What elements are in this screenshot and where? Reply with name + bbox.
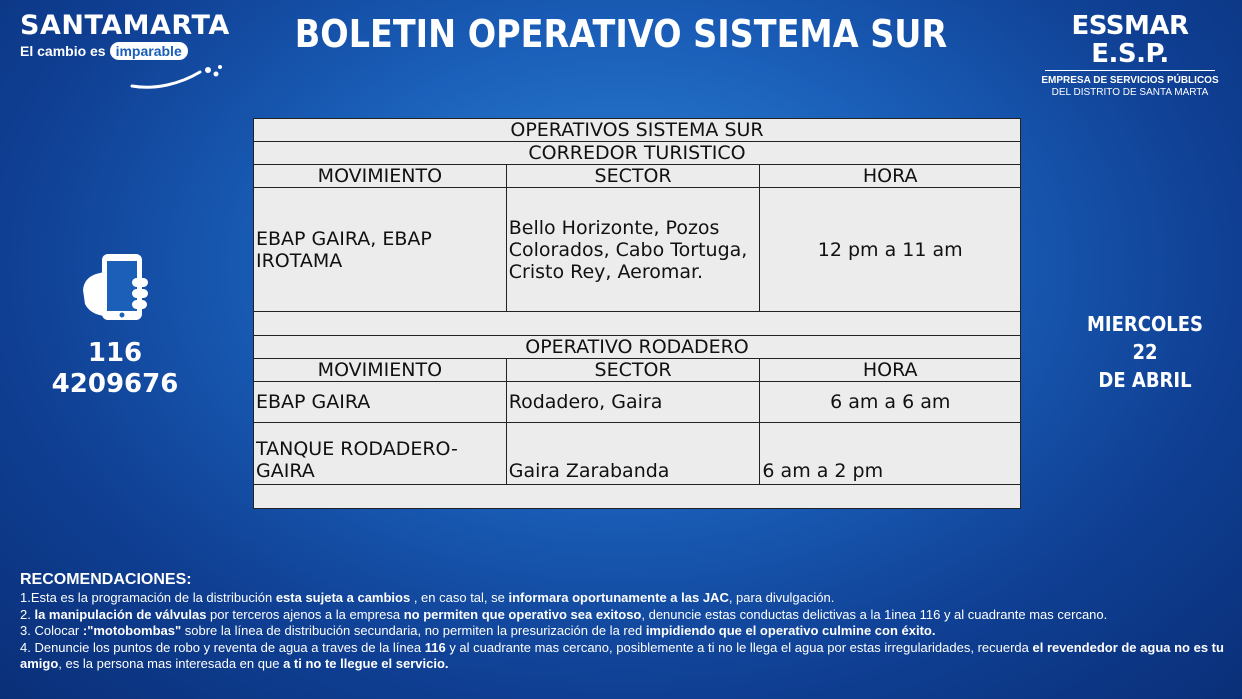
header-sector: SECTOR <box>506 165 760 188</box>
recommendation-item <box>20 623 1230 640</box>
rec-bold: 116 <box>424 639 446 655</box>
table-row <box>254 423 1021 485</box>
contact-line-116: 116 <box>87 338 143 368</box>
cell-hora: 12 pm a 11 am <box>760 188 1021 312</box>
essmar-brand: ESSMAR E.S.P. <box>1071 11 1189 69</box>
header-movimiento: MOVIMIENTO <box>254 359 507 382</box>
rec-bold: a ti no te llegue el servicio. <box>283 656 449 671</box>
rec-text: , en caso tal, se <box>410 590 509 605</box>
rec-bold: informara oportunamente a las JAC <box>508 590 729 605</box>
rec-bold: el revendedor de agua no es tu amigo <box>20 639 1224 671</box>
date-month: DE ABRIL <box>1098 368 1192 392</box>
header-sector: SECTOR <box>506 359 760 382</box>
cell-movimiento: EBAP GAIRA <box>254 382 507 423</box>
table-row <box>254 382 1021 423</box>
operations-table <box>253 118 1021 509</box>
table-header-row <box>254 165 1021 188</box>
rec-bold: esta sujeta a cambios <box>275 590 411 605</box>
tagline-text: El cambio es <box>20 43 106 59</box>
section-title-row <box>254 336 1021 359</box>
cell-sector: Gaira Zarabanda <box>506 423 760 485</box>
recommendations <box>20 570 1230 673</box>
header-movimiento: MOVIMIENTO <box>254 165 507 188</box>
recommendations-title: RECOMENDACIONES: <box>20 571 192 588</box>
rec-bold: no permiten que operativo sea exitoso <box>403 606 642 622</box>
wave-swoosh-icon <box>130 64 225 92</box>
table-spacer-row <box>254 485 1021 509</box>
section1-title: CORREDOR TURISTICO <box>254 142 1021 165</box>
table-title: OPERATIVOS SISTEMA SUR <box>254 119 1021 142</box>
spacer-cell <box>254 485 1021 509</box>
header-hora: HORA <box>760 359 1021 382</box>
essmar-logo <box>1035 12 1225 98</box>
cell-hora: 6 am a 2 pm <box>760 423 1021 485</box>
rec-text: sobre la línea de distribución secundaria, no permiten la presurización de la red <box>181 623 646 638</box>
rec-text: por terceros ajenos a la empresa <box>206 606 404 622</box>
rec-text: 2. <box>20 606 35 622</box>
rec-text: , para divulgación. <box>728 590 835 605</box>
tagline-pill: imparable <box>110 42 188 60</box>
date-day: MIERCOLES <box>1086 312 1204 336</box>
table-row <box>254 188 1021 312</box>
rec-text: y al cuadrante mas cercano, posiblemente a ti no le llega el agua por estas irregularidades, recuerda <box>445 639 1033 655</box>
recommendation-item <box>20 590 1230 607</box>
cell-sector: Rodadero, Gaira <box>506 382 760 423</box>
recommendation-item <box>20 640 1230 673</box>
phone-in-hand-icon <box>80 252 150 324</box>
rec-bold: impidiendo que el operativo culmine con éxito. <box>645 623 936 638</box>
date-block <box>1082 310 1208 394</box>
santamarta-brand: SANTAMARTA <box>20 10 230 41</box>
logo-divider <box>1045 70 1215 71</box>
header-hora: HORA <box>760 165 1021 188</box>
section2-title: OPERATIVO RODADERO <box>254 336 1021 359</box>
rec-text: 3. Colocar <box>20 623 83 638</box>
contact-block <box>40 252 190 400</box>
table-header-row <box>254 359 1021 382</box>
rec-text: , es la persona mas interesada en que <box>58 656 284 671</box>
section-title-row <box>254 142 1021 165</box>
spacer-cell <box>254 312 1021 336</box>
rec-text: 4. Denuncie los puntos de robo y reventa de agua a traves de la línea <box>20 639 425 655</box>
contact-phone-number: 4209676 <box>51 369 179 399</box>
cell-movimiento: EBAP GAIRA, EBAP IROTAMA <box>254 188 507 312</box>
cell-hora: 6 am a 6 am <box>760 382 1021 423</box>
rec-bold: la manipulación de válvulas <box>34 606 207 622</box>
rec-bold: :"motobombas" <box>82 623 182 638</box>
essmar-line1: EMPRESA DE SERVICIOS PÚBLICOS <box>1041 75 1219 86</box>
rec-text: 1.Esta es la programación de la distribución <box>20 590 276 605</box>
rec-text: , denuncie estas conductas delictivas a la 1inea 116 y al cuadrante mas cercano. <box>641 606 1108 622</box>
cell-sector: Bello Horizonte, Pozos Colorados, Cabo Tortuga, Cristo Rey, Aeromar. <box>506 188 760 312</box>
table-title-row <box>254 119 1021 142</box>
recommendation-item <box>20 607 1230 624</box>
table-spacer-row <box>254 312 1021 336</box>
page-title: BOLETIN OPERATIVO SISTEMA SUR <box>294 12 948 56</box>
essmar-line2: DEL DISTRITO DE SANTA MARTA <box>1051 87 1209 98</box>
cell-movimiento: TANQUE RODADERO-GAIRA <box>254 423 507 485</box>
date-number: 22 <box>1132 340 1158 364</box>
